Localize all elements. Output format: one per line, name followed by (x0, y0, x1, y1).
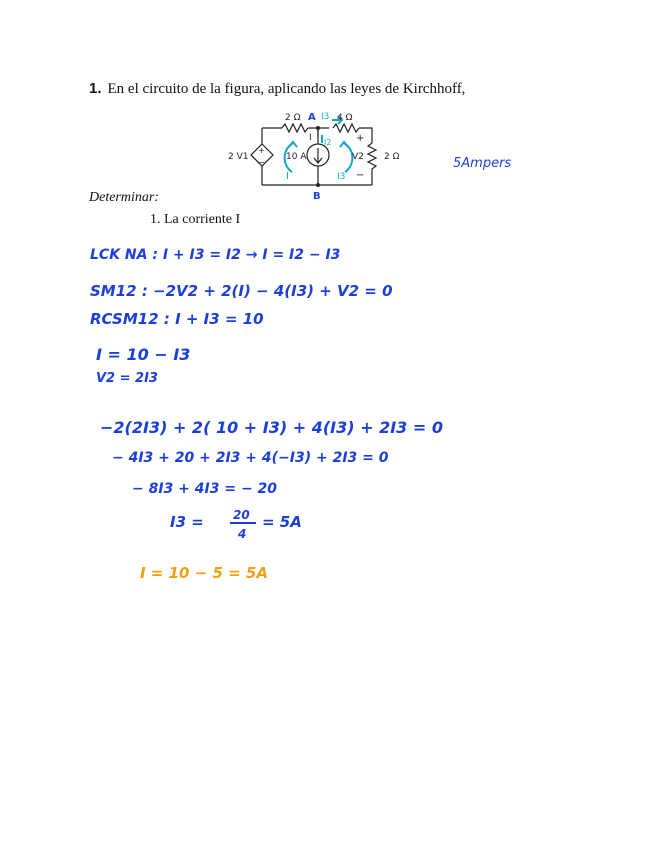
hw-line-1: LCK NA : I + I3 = I2 → I = I2 − I3 (90, 247, 341, 263)
task-item: 1. La corriente I (150, 212, 241, 227)
node-a-label: A (308, 112, 316, 123)
dep-plus-sign: + (258, 146, 265, 155)
hw-line-2: SM12 : −2V2 + 2(I) − 4(I3) + V2 = 0 (90, 282, 393, 300)
node-b-label: B (313, 191, 321, 202)
i-branch-label: I (309, 133, 312, 143)
hw-line-4: I = 10 − I3 (96, 345, 191, 364)
i3-top-label: I3 (321, 112, 330, 122)
v2-label: V2 (352, 152, 364, 162)
dep-source-label: 2 V1 (228, 152, 249, 162)
r-right-label: 2 Ω (384, 152, 400, 162)
mesh-i3-label: I3 (337, 172, 346, 182)
task-heading: Determinar: (89, 190, 159, 205)
hw-line-9-den: 4 (238, 527, 247, 541)
plus-sign: + (356, 133, 365, 144)
hw-line-9-rhs: = 5A (262, 513, 302, 531)
side-note: 5Ampers (453, 156, 512, 171)
i2-label: I2 (324, 138, 332, 147)
hw-line-7: − 4I3 + 20 + 2I3 + 4(−I3) + 2I3 = 0 (112, 450, 389, 466)
problem-text: En el circuito de la figura, aplicando las leyes de Kirchhoff, (107, 81, 466, 97)
hw-line-8: − 8I3 + 4I3 = − 20 (132, 481, 278, 497)
r-top-right-label: 4 Ω (337, 113, 353, 123)
current-source-label: 10 A (286, 152, 307, 162)
hw-line-9-lhs: I3 = (170, 513, 204, 531)
hw-line-10: I = 10 − 5 = 5A (140, 564, 268, 582)
hw-line-6: −2(2I3) + 2( 10 + I3) + 4(I3) + 2I3 = 0 (100, 418, 443, 437)
dep-minus-sign: − (258, 158, 265, 167)
problem-number: 1. (89, 80, 102, 97)
hw-line-5: V2 = 2I3 (96, 371, 158, 386)
minus-sign: − (356, 170, 365, 181)
hw-line-9-num: 20 (233, 508, 250, 522)
r-left-label: 2 Ω (285, 113, 301, 123)
hw-line-3: RCSM12 : I + I3 = 10 (90, 310, 264, 328)
mesh-i-label: I (286, 171, 289, 182)
